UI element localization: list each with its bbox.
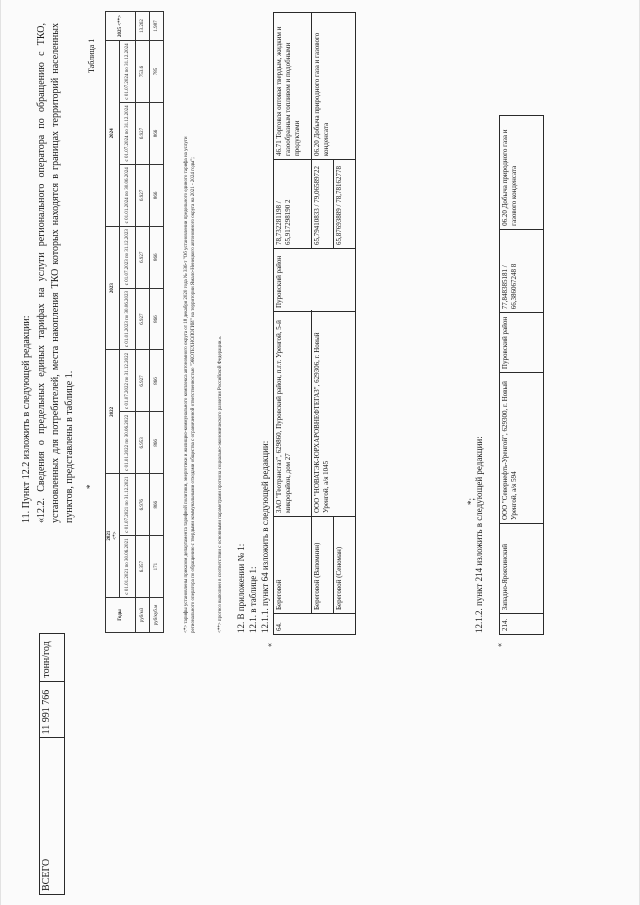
total-value: 11 991 766 <box>40 681 65 738</box>
period-cell: с 01.01.2022 по 30.06.2022 <box>120 412 136 474</box>
tariff-value: 13.262 <box>136 12 150 41</box>
section-11-heading: 11. Пункт 12.2 изложить в следующей редакции: <box>21 315 32 523</box>
coordinates: 77,848385181 / 66,386067248 8 <box>500 229 544 312</box>
year-2021-header: 2021 <*> <box>106 474 120 598</box>
activity: 06.20 Добыча природного газа и газового конденсата <box>312 13 356 160</box>
period-cell: с 01.07.2022 по 31.12.2022 <box>120 350 136 412</box>
tariff-value: 866 <box>150 288 164 350</box>
field-name: Береговой <box>274 517 312 614</box>
section-12-1-1: 12.1.1. пункт 64 изложить в следующей редакции: <box>260 440 270 633</box>
period-cell: с 01.07.2024 по 31.12.2024 <box>120 103 136 165</box>
activity: 46.71 Торговля оптовая твердым, жидким и газообразным топливом и подобными продуктами <box>274 13 312 160</box>
period-cell: с 01.07.2023 по 31.12.2023 <box>120 226 136 288</box>
field-name: Береговой (Сеноман) <box>334 517 356 614</box>
year-2025-header: 2025 <**> <box>106 12 136 41</box>
margin-mark: * <box>85 484 95 489</box>
table-1-label: Таблица 1 <box>87 38 96 73</box>
tariff-value: 866 <box>150 226 164 288</box>
section-12: 12. В приложении № 1: <box>236 543 246 633</box>
total-unit: тонн/год <box>40 634 65 682</box>
tariff-value: 6.976 <box>136 474 150 536</box>
tariff-value: 753.6 <box>136 41 150 103</box>
organization: ООО "Севернефть-Уренгой", 629300, г. Новый Уренгой, а/я 594 <box>500 373 544 524</box>
quote-mark: « <box>495 643 504 647</box>
tariff-value: 6.927 <box>136 350 150 412</box>
footnote-2: <**> прогноз выполнен в соответствии с основными параметрами прогноза социально-экономического развития Российской Федерации.». <box>218 335 223 633</box>
organization: ЗАО "Геотрансгаз", 629860, Пуровский район, п.г.т. Уренгой, 5-й микрорайон, дом 27 <box>274 312 312 517</box>
tariff-value: 866 <box>150 350 164 412</box>
tariff-value: 6.357 <box>136 536 150 598</box>
period-cell: с 01.01.2023 по 30.06.2023 <box>120 288 136 350</box>
row-label: руб/м3 <box>136 598 150 633</box>
period-cell: с 01.01.2021 по 30.06.2021 <box>120 536 136 598</box>
district: Пуровский район <box>274 249 356 312</box>
row-number: 214. <box>500 614 544 635</box>
footnote-1: <*> тарифы установлены приказом департамента тарифной политики, энергетики и жилищно-коммунального комплекса автономного округа от 18 декабря 2020 года № 336-т "Об установлении предельного единого тарифа на услуги регионального оператора по обращению с твердыми коммунальными отходами общества с ограниченной ответственностью "ЭКОТЕХНОЛОГИИ" на территории Ямало-Ненецкого автономного округа на 2021 - 2024 годы"; <box>184 136 196 633</box>
tariff-value: 866 <box>150 474 164 536</box>
coordinates: 65,87693889 / 78,78162778 <box>334 160 356 249</box>
coordinates: 65,79410833 / 79,06589722 <box>312 160 334 249</box>
tariff-value: 866 <box>150 412 164 474</box>
rotated-document <box>1 0 640 905</box>
coordinates: 78,732281198 / 65,917298190 2 <box>274 160 312 249</box>
quote-mark: « <box>265 643 274 647</box>
section-12-1: 12.1. в таблице 1: <box>248 566 258 633</box>
total-table <box>39 633 65 895</box>
tariff-table <box>105 11 164 633</box>
period-cell: с 01.01.2024 по 30.06.2024 <box>120 164 136 226</box>
tariff-value: 785 <box>150 41 164 103</box>
activity: 06.20 Добыча природного газа и газового конденсата <box>500 116 544 230</box>
tariff-value: 6.927 <box>136 103 150 165</box>
tariff-value: 6.927 <box>136 164 150 226</box>
period-cell: с 01.07.2021 по 31.12.2021 <box>120 474 136 536</box>
years-header: Годы <box>106 598 136 633</box>
section-12-1-2: 12.1.2. пункт 214 изложить в следующей редакции: <box>474 436 484 633</box>
tariff-value: 866 <box>150 164 164 226</box>
organization: ООО "НОВАТЭК-ЮРХАРОВНЕФТЕГАЗ", 629306, г. Новый Уренгой, а/я 1045 <box>312 312 356 517</box>
tariff-value: 1.987 <box>150 12 164 41</box>
tariff-value: 6.927 <box>136 288 150 350</box>
year-2023-header: 2023 <box>106 226 120 350</box>
total-label: ВСЕГО <box>40 738 65 895</box>
row-64-table <box>273 5 356 635</box>
period-cell: с 01.07.2024 по 31.12.2024 <box>120 41 136 103</box>
tariff-value: 171 <box>150 536 164 598</box>
row-214-table <box>499 115 544 635</box>
field-name: Западно-Ярояхинский <box>500 524 544 614</box>
district: Пуровский район <box>500 313 544 373</box>
section-11-paragraph: «12.2. Сведения о предельных единых тарифах на услуги регионального оператора по обращению с ТКО, установленных для потребителей, места накопления ТКО которых находятся в границах территорий населенных пунктов, представлены в таблице 1. <box>36 23 75 523</box>
year-2024-header: 2024 <box>106 41 120 227</box>
margin-mark: *; <box>466 497 476 505</box>
field-name: Береговой (Вапомнин) <box>312 517 334 614</box>
row-label: руб/куб.м <box>150 598 164 633</box>
tariff-value: 6.927 <box>136 226 150 288</box>
tariff-value: 866 <box>150 103 164 165</box>
row-number: 64. <box>274 614 356 635</box>
tariff-value: 6.953 <box>136 412 150 474</box>
year-2022-header: 2022 <box>106 350 120 474</box>
